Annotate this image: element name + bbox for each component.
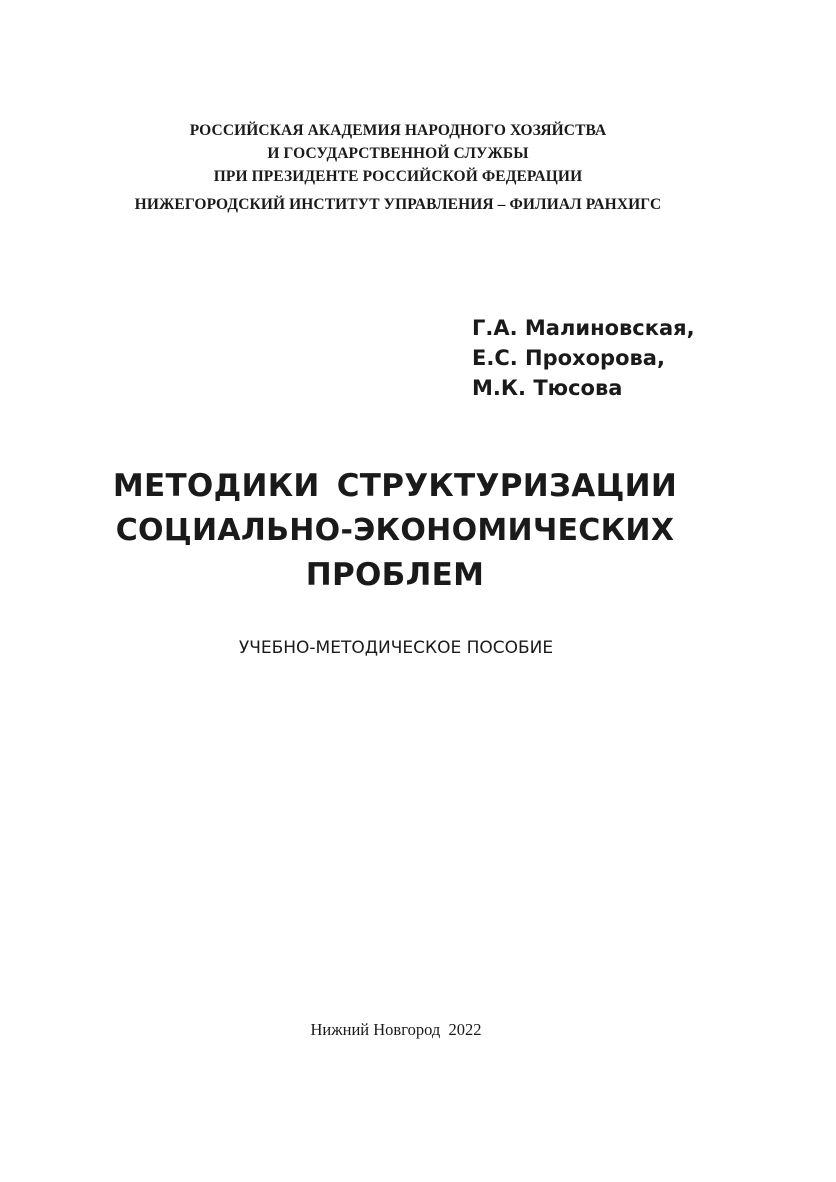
author-2: Е.С. Прохорова, — [472, 346, 665, 370]
title-line-2: СОЦИАЛЬНО-ЭКОНОМИЧЕСКИХ — [115, 513, 675, 548]
institute-name: НИЖЕГОРОДСКИЙ ИНСТИТУТ УПРАВЛЕНИЯ – ФИЛИАЛ РАНХИГС — [134, 196, 662, 213]
publication-type: УЧЕБНО-МЕТОДИЧЕСКОЕ ПОСОБИЕ — [238, 638, 554, 658]
organization-line-1: РОССИЙСКАЯ АКАДЕМИЯ НАРОДНОГО ХОЗЯЙСТВА — [189, 122, 607, 139]
organization-line-2: И ГОСУДАРСТВЕННОЙ СЛУЖБЫ — [267, 145, 529, 162]
author-3: М.К. Тюсова — [472, 376, 623, 400]
organization-line-3: ПРИ ПРЕЗИДЕНТЕ РОССИЙСКОЙ ФЕДЕРАЦИИ — [213, 168, 583, 185]
imprint-place-year: Нижний Новгород 2022 — [310, 1020, 482, 1039]
author-1: Г.А. Малиновская, — [472, 316, 695, 340]
title-line-1: МЕТОДИКИ СТРУКТУРИЗАЦИИ — [112, 468, 678, 504]
authors-block — [472, 313, 695, 403]
title-line-3: ПРОБЛЕМ — [305, 557, 485, 593]
